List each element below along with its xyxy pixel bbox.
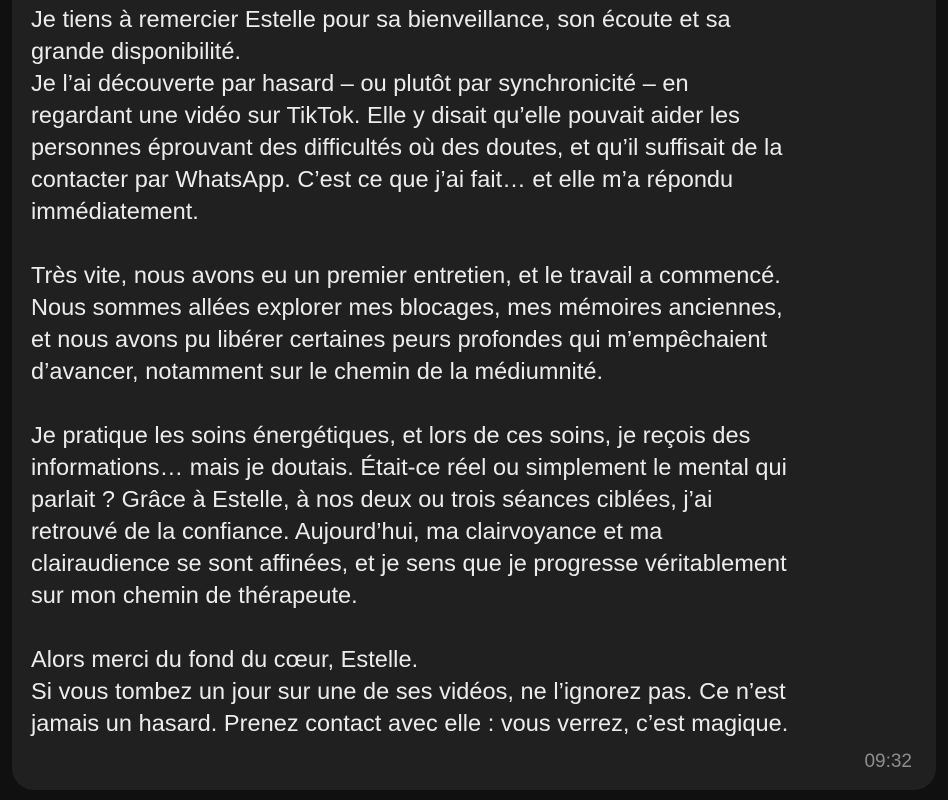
message-line: Alors merci du fond du cœur, Estelle. bbox=[31, 646, 419, 672]
message-line: retrouvé de la confiance. Aujourd’hui, ma clairvoyance et ma bbox=[31, 518, 663, 544]
message-line: Si vous tombez un jour sur une de ses vidéos, ne l’ignorez pas. Ce n’est bbox=[31, 678, 786, 704]
message-text bbox=[31, 3, 936, 739]
message-line: grande disponibilité. bbox=[31, 38, 242, 64]
message-line: informations… mais je doutais. Était-ce réel ou simplement le mental qui bbox=[31, 454, 787, 480]
message-line: jamais un hasard. Prenez contact avec elle : vous verrez, c’est magique. bbox=[31, 710, 789, 736]
message-line: Nous sommes allées explorer mes blocages, mes mémoires anciennes, bbox=[31, 294, 783, 320]
message-line: immédiatement. bbox=[31, 198, 199, 224]
message-line: d’avancer, notamment sur le chemin de la médiumnité. bbox=[31, 358, 604, 384]
message-line: sur mon chemin de thérapeute. bbox=[31, 582, 358, 608]
message-paragraph-3 bbox=[31, 419, 936, 611]
message-line: Très vite, nous avons eu un premier entretien, et le travail a commencé. bbox=[31, 262, 781, 288]
message-line: Je l’ai découverte par hasard – ou plutôt par synchronicité – en bbox=[31, 70, 689, 96]
message-line: clairaudience se sont affinées, et je sens que je progresse véritablement bbox=[31, 550, 787, 576]
message-line: contacter par WhatsApp. C’est ce que j’ai fait… et elle m’a répondu bbox=[31, 166, 734, 192]
message-paragraph-2 bbox=[31, 259, 936, 387]
message-line: Je pratique les soins énergétiques, et lors de ces soins, je reçois des bbox=[31, 422, 751, 448]
message-paragraph-1 bbox=[31, 3, 936, 227]
message-line: regardant une vidéo sur TikTok. Elle y disait qu’elle pouvait aider les bbox=[31, 102, 740, 128]
message-line: personnes éprouvant des difficultés où des doutes, et qu’il suffisait de la bbox=[31, 134, 783, 160]
message-line: parlait ? Grâce à Estelle, à nos deux ou trois séances ciblées, j’ai bbox=[31, 486, 713, 512]
message-paragraph-4 bbox=[31, 643, 936, 739]
message-timestamp: 09:32 bbox=[864, 751, 912, 772]
message-line: Je tiens à remercier Estelle pour sa bienveillance, son écoute et sa bbox=[31, 6, 731, 32]
message-line: et nous avons pu libérer certaines peurs profondes qui m’empêchaient bbox=[31, 326, 768, 352]
message-bubble[interactable] bbox=[12, 0, 936, 790]
